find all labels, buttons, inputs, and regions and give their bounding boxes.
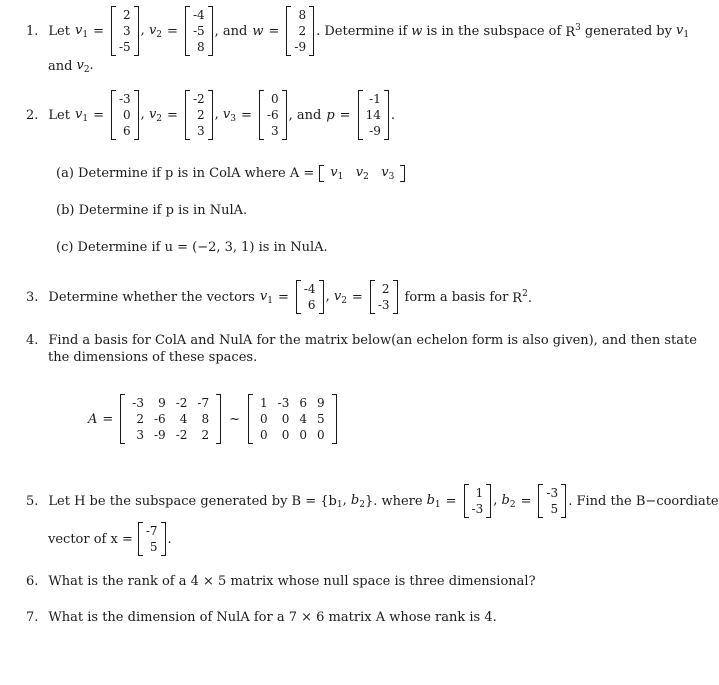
matrix-A: -3 9 -2 -7 2 -6 4 8 3 -9 -2 2 <box>120 394 221 444</box>
problem-2b: (b) Determine if p is in NulA. <box>56 203 248 218</box>
vector-v2: -2 2 3 <box>185 90 213 140</box>
vector-v1: -4 6 <box>296 280 324 314</box>
problem-2a: (a) Determine if p is in ColA where A = $v_1$ $v_2$ $v_3$ <box>56 165 407 182</box>
matrix-equation: A = -3 9 -2 -7 2 -6 4 8 3 -9 -2 2 ~ 1 -3 6 9 0 0 4 5 0 0 0 0 <box>88 394 339 444</box>
vector-v2: 2 -3 <box>370 280 398 314</box>
problem-number: 4. <box>26 333 39 348</box>
problem-number: 5. <box>26 493 39 509</box>
vector-p: -1 14 -9 <box>358 90 389 140</box>
problem-number: 1. <box>26 23 39 39</box>
vector-v3: 0 -6 3 <box>259 90 287 140</box>
problem-6: 6. What is the rank of a 4 × 5 matrix whose null space is three dimensional? <box>26 574 536 589</box>
vector-v2: -4 -5 8 <box>185 6 213 56</box>
problem-number: 3. <box>26 289 39 305</box>
vector-v1: -3 0 6 <box>111 90 139 140</box>
problem-7: 7. What is the dimension of NulA for a 7 × 6 matrix A whose rank is 4. <box>26 610 497 625</box>
problem-4: 4. Find a basis for ColA and NulA for the matrix below(an echelon form is also given), and then state <box>26 333 697 348</box>
problem-1: 1. Let $v_1$ = 2 3 -5 , $v_2$ = -4 -5 8 , and w = 8 2 -9 . Determine if w is in the subspace of $R^3$ generated by $v_1$ <box>26 8 690 54</box>
problem-number: 2. <box>26 107 39 123</box>
vector-b2: -3 5 <box>538 484 566 518</box>
problem-number: 6. <box>26 574 39 589</box>
vector-v1: 2 3 -5 <box>111 6 139 56</box>
vector-b1: 1 -3 <box>464 484 492 518</box>
problem-2c: (c) Determine if u = (−2, 3, 1) is in NulA. <box>56 240 328 255</box>
problem-2: 2. Let $v_1$ = -3 0 6 , $v_2$ = -2 2 3 , $v_3$ = 0 -6 3 , and p = -1 14 -9 . <box>26 92 395 138</box>
matrix-echelon: 1 -3 6 9 0 0 4 5 0 0 0 0 <box>248 394 337 444</box>
problem-5: 5. Let H be the subspace generated by B = {b $_1$, $b_2$ }. where $b_1$ = 1 -3 , $b_2$ = -3 5 . Find the B−coordiate <box>26 486 719 516</box>
problem-3: 3. Determine whether the vectors $v_1$ = -4 6 , $v_2$ = 2 -3 form a basis for $R^2$. <box>26 282 532 312</box>
vector-w: 8 2 -9 <box>286 6 314 56</box>
problem-number: 7. <box>26 610 39 625</box>
vector-x: -7 5 <box>138 522 166 556</box>
